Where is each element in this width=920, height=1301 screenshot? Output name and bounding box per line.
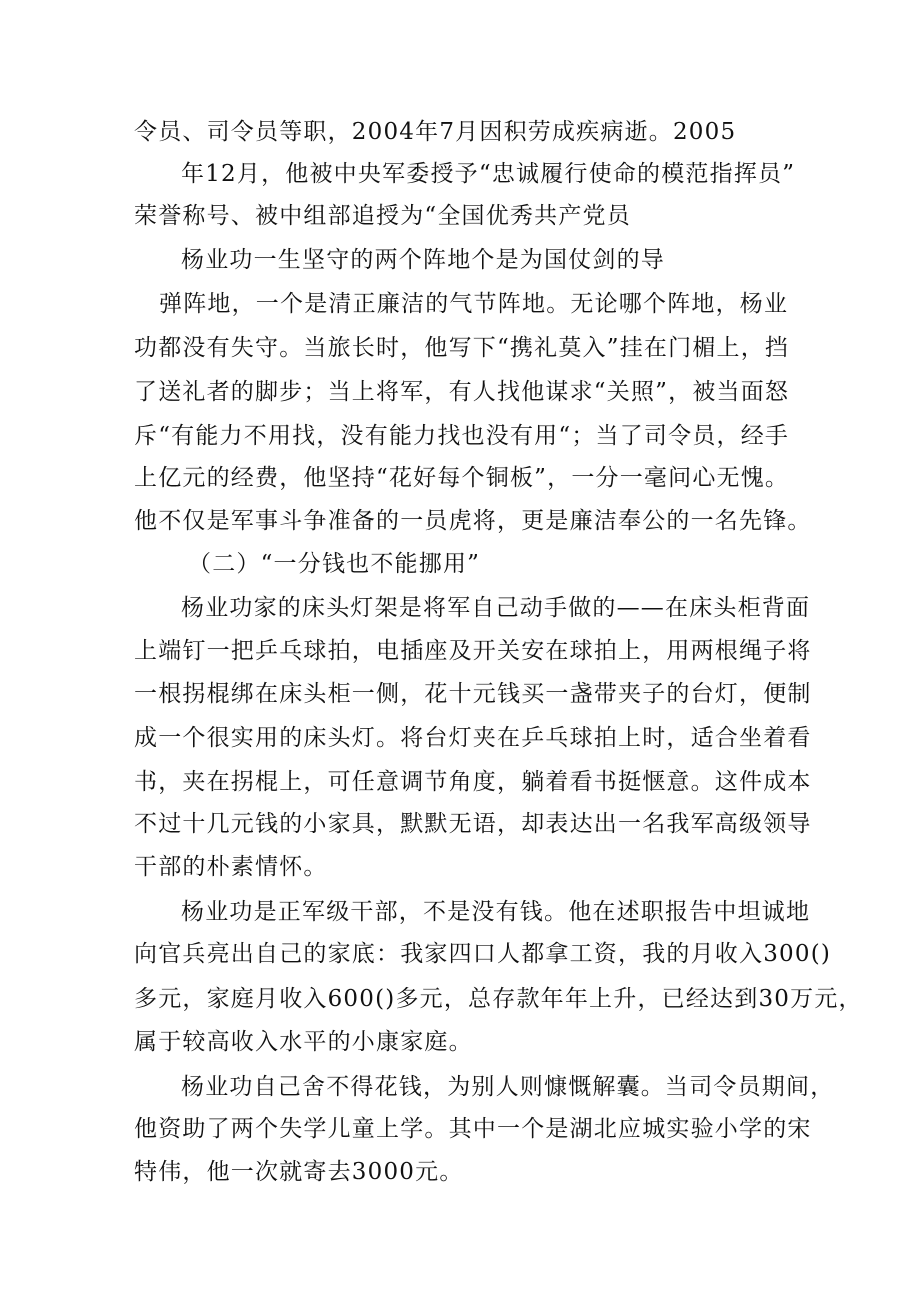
text-line: 不过十几元钱的小家具，默默无语，却表达出一名我军高级领导 bbox=[134, 811, 812, 837]
text-line: 年12月，他被中央军委授予“忠诚履行使命的模范指挥员” bbox=[181, 161, 796, 187]
text-line: 特伟，他一次就寄去3000元。 bbox=[134, 1159, 464, 1185]
text-line: 了送礼者的脚步；当上将军，有人找他谋求“关照”，被当面怒 bbox=[134, 379, 790, 405]
text-line: 成一个很实用的床头灯。将台灯夹在乒乓球拍上时，适合坐着看 bbox=[134, 725, 812, 751]
text-line: 斥“有能力不用找，没有能力找也没有用“；当了司令员，经手 bbox=[134, 423, 790, 449]
text-line: 一根拐棍绑在床头柜一侧，花十元钱买一盏带夹子的台灯，便制 bbox=[134, 681, 812, 707]
text-line: 属于较高收入水平的小康家庭。 bbox=[134, 1029, 473, 1055]
text-line: 杨业功一生坚守的两个阵地个是为国仗剑的导 bbox=[181, 247, 665, 273]
text-line: 他不仅是军事斗争准备的一员虎将，更是廉洁奉公的一名先锋。 bbox=[134, 508, 812, 534]
text-line: 令员、司令员等职，2004年7月因积劳成疾病逝。2005 bbox=[134, 119, 737, 145]
text-line: 多元，家庭月收入600()多元，总存款年年上升，已经达到30万元， bbox=[134, 986, 863, 1012]
text-line: 干部的朴素情怀。 bbox=[134, 854, 328, 880]
text-line: 书，夹在拐棍上，可任意调节角度，躺着看书挺惬意。这件成本 bbox=[134, 769, 812, 795]
text-line: 上端钉一把乒乓球拍，电插座及开关安在球拍上，用两根绳子将 bbox=[134, 638, 812, 664]
text-line: 他资助了两个失学儿童上学。其中一个是湖北应城实验小学的宋 bbox=[134, 1116, 812, 1142]
text-line: 荣誉称号、被中组部追授为“全国优秀共产党员 bbox=[134, 203, 631, 229]
text-line: 上亿元的经费，他坚持“花好每个铜板”，一分一毫问心无愧。 bbox=[134, 465, 790, 491]
text-line: 杨业功家的床头灯架是将军自己动手做的——在床头柜背面 bbox=[181, 595, 811, 621]
section-heading: （二）“一分钱也不能挪用” bbox=[188, 551, 481, 577]
text-line: 杨业功自己舍不得花钱，为别人则慷慨解囊。当司令员期间， bbox=[181, 1074, 835, 1100]
text-line: 弹阵地，一个是清正廉洁的气节阵地。无论哪个阵地，杨业 bbox=[159, 291, 789, 317]
text-line: 向官兵亮出自己的家底：我家四口人都拿工资，我的月收入300() bbox=[134, 941, 832, 967]
text-line: 杨业功是正军级干部，不是没有钱。他在述职报告中坦诚地 bbox=[181, 899, 811, 925]
text-line: 功都没有失守。当旅长时，他写下“携礼莫入”挂在门楣上，挡 bbox=[134, 335, 790, 361]
